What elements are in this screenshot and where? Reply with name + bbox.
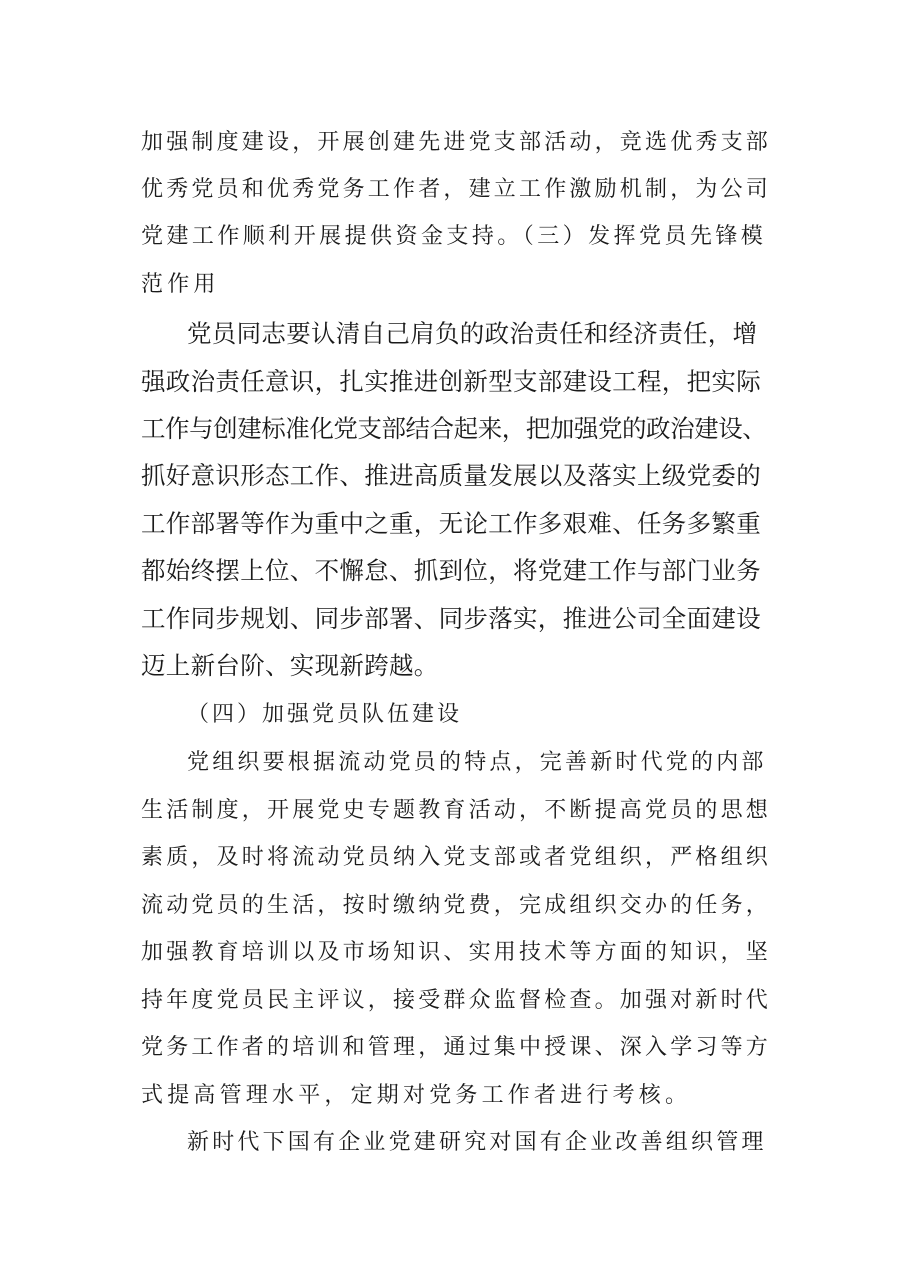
text-line: 流动党员的生活，按时缴纳党费，完成组织交办的任务， — [141, 893, 772, 918]
text-line: 党员同志要认清自己肩负的政治责任和经济责任，增 — [187, 319, 758, 348]
text-line: 党建工作顺利开展提供资金支持。（三）发挥党员先锋模 — [141, 224, 767, 249]
text-line: 迈上新台阶、实现新跨越。 — [141, 651, 439, 680]
text-line: 持年度党员民主评议，接受群众监督检查。加强对新时代 — [141, 988, 772, 1013]
text-line: 加强制度建设，开展创建先进党支部活动，竞选优秀支部 — [141, 130, 772, 155]
text-line: 工作同步规划、同步部署、同步落实，推进公司全面建设 — [141, 604, 761, 633]
text-line: 党务工作者的培训和管理，通过集中授课、深入学习等方 — [141, 1035, 772, 1060]
text-line: 工作部署等作为重中之重，无论工作多艰难、任务多繁重 — [141, 509, 761, 538]
text-line: 素质，及时将流动党员纳入党支部或者党组织，严格组织 — [141, 845, 772, 870]
text-line: 新时代下国有企业党建研究对国有企业改善组织管理 — [187, 1130, 767, 1155]
text-line: 党组织要根据流动党员的特点，完善新时代党的内部 — [187, 750, 767, 775]
text-line: 强政治责任意识，扎实推进创新型支部建设工程，把实际 — [141, 367, 761, 396]
text-line: 优秀党员和优秀党务工作者，建立工作激励机制，为公司 — [141, 177, 772, 202]
section-heading: （四）加强党员队伍建设 — [187, 702, 463, 727]
text-line: 抓好意识形态工作、推进高质量发展以及落实上级党委的 — [141, 461, 761, 490]
text-line: 加强教育培训以及市场知识、实用技术等方面的知识，坚 — [141, 940, 772, 965]
text-line: 生活制度，开展党史专题教育活动，不断提高党员的思想 — [141, 798, 772, 823]
text-line: 都始终摆上位、不懈怠、抓到位，将党建工作与部门业务 — [141, 556, 761, 585]
text-line: 工作与创建标准化党支部结合起来，把加强党的政治建设、 — [141, 414, 767, 443]
text-line: 式提高管理水平，定期对党务工作者进行考核。 — [141, 1083, 692, 1108]
text-line: 范作用 — [141, 272, 220, 297]
